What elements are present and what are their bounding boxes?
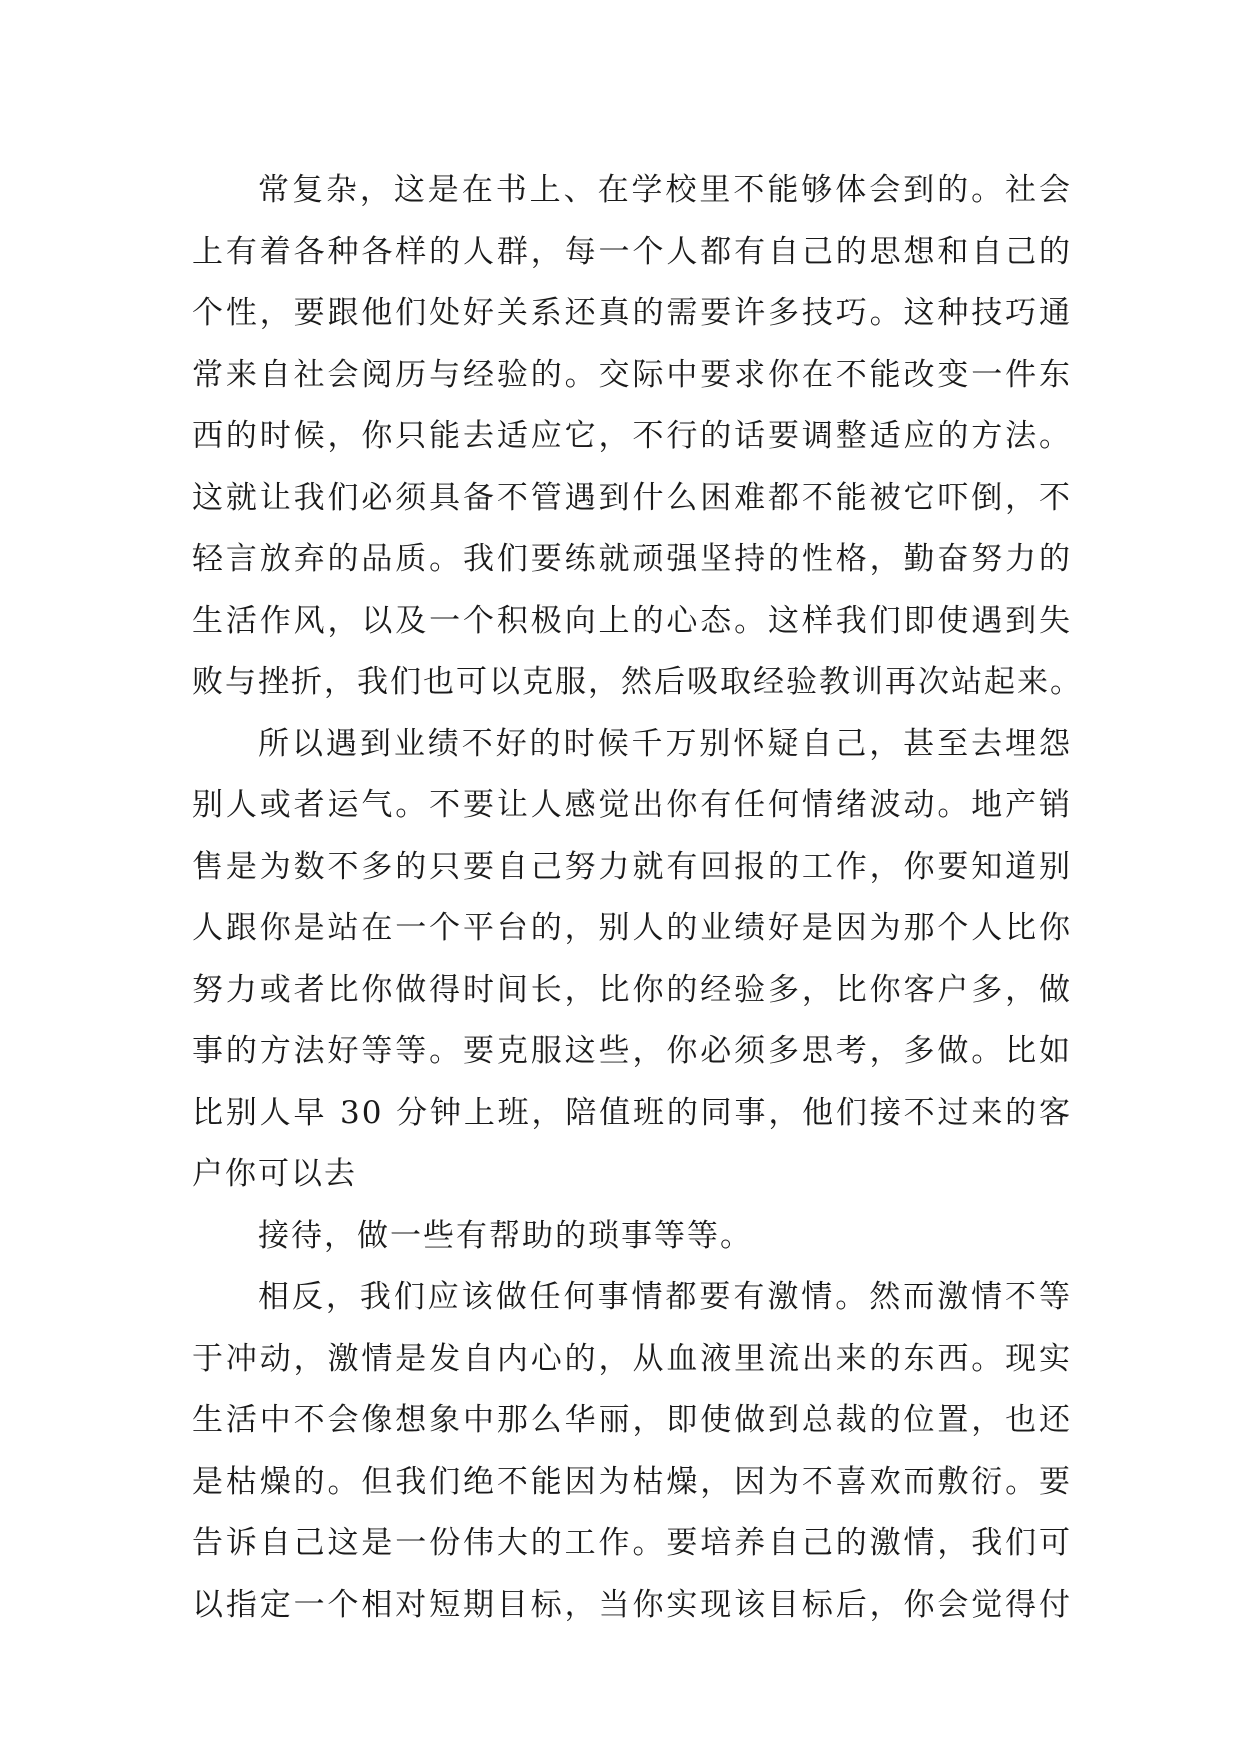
text-line: 于冲动，激情是发自内心的，从血液里流出来的东西。现实 — [192, 1340, 1072, 1377]
text-line: 接待，做一些有帮助的琐事等等。 — [258, 1217, 753, 1254]
text-line: 人跟你是站在一个平台的，别人的业绩好是因为那个人比你 — [192, 910, 1072, 946]
text-line: 生活作风，以及一个积极向上的心态。这样我们即使遇到失 — [192, 602, 1072, 639]
text-line: 这就让我们必须具备不管遇到什么困难都不能被它吓倒，不 — [192, 479, 1072, 516]
text-line: 西的时候，你只能去适应它，不行的话要调整适应的方法。 — [192, 418, 1072, 454]
text-line: 个性，要跟他们处好关系还真的需要许多技巧。这种技巧通 — [192, 295, 1072, 331]
text-line: 败与挫折，我们也可以克服，然后吸取经验教训再次站起来。 — [192, 664, 1083, 700]
text-line: 事的方法好等等。要克服这些，你必须多思考，多做。比如 — [192, 1033, 1072, 1069]
text-line: 常来自社会阅历与经验的。交际中要求你在不能改变一件东 — [192, 356, 1072, 393]
text-line: 户你可以去 — [192, 1156, 357, 1192]
text-line: 上有着各种各样的人群，每一个人都有自己的思想和自己的 — [192, 233, 1072, 270]
text-line: 比别人早 30 分钟上班，陪值班的同事，他们接不过来的客 — [192, 1094, 1072, 1131]
text-line: 别人或者运气。不要让人感觉出你有任何情绪波动。地产销 — [192, 787, 1072, 823]
text-line: 告诉自己这是一份伟大的工作。要培养自己的激情，我们可 — [192, 1525, 1072, 1561]
text-line: 以指定一个相对短期目标，当你实现该目标后，你会觉得付 — [192, 1586, 1072, 1623]
text-line: 轻言放弃的品质。我们要练就顽强坚持的性格，勤奋努力的 — [192, 541, 1072, 577]
text-line: 是枯燥的。但我们绝不能因为枯燥，因为不喜欢而敷衍。要 — [192, 1463, 1072, 1500]
text-line: 努力或者比你做得时间长，比你的经验多，比你客户多，做 — [192, 971, 1072, 1008]
body-text — [192, 160, 1083, 1636]
text-line: 生活中不会像想象中那么华丽，即使做到总裁的位置，也还 — [192, 1402, 1072, 1438]
text-line: 常复杂，这是在书上、在学校里不能够体会到的。社会 — [258, 172, 1072, 208]
text-line: 售是为数不多的只要自己努力就有回报的工作，你要知道别 — [192, 848, 1072, 885]
text-line: 相反，我们应该做任何事情都要有激情。然而激情不等 — [258, 1279, 1072, 1315]
text-line: 所以遇到业绩不好的时候千万别怀疑自己，甚至去埋怨 — [258, 725, 1072, 762]
